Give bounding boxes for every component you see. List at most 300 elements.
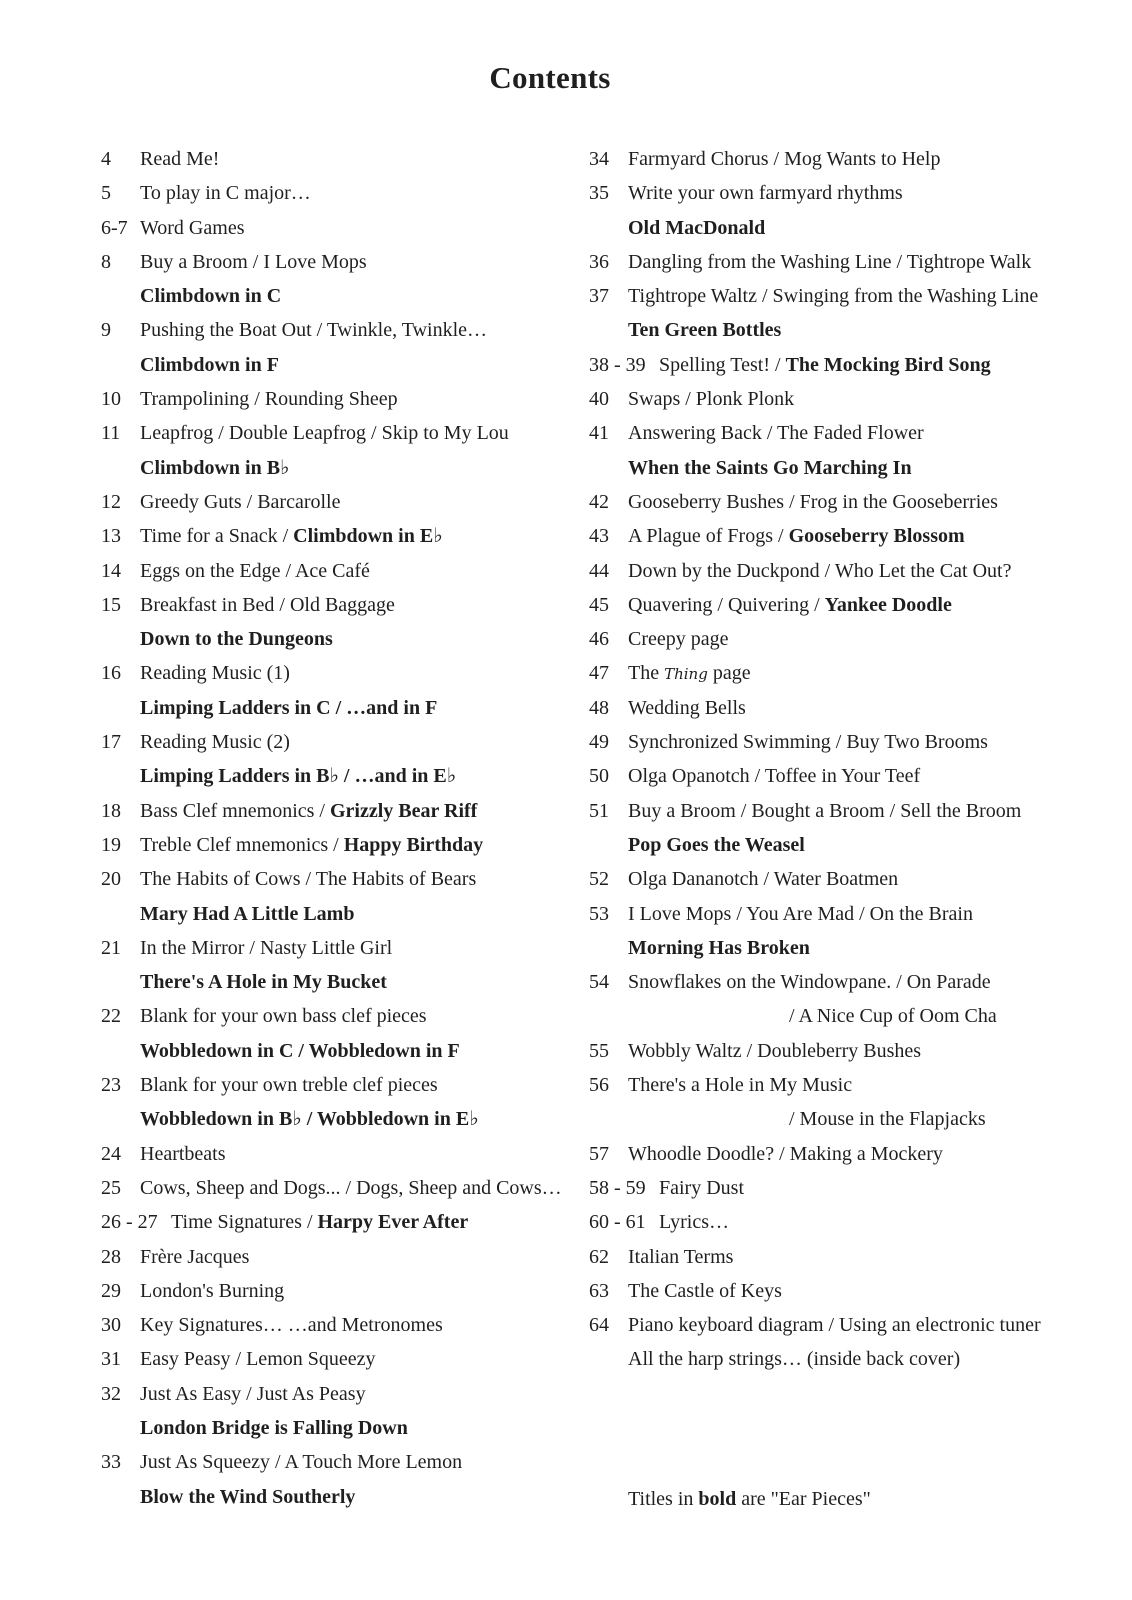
bold-ear-piece-title: Ten Green Bottles bbox=[628, 319, 782, 342]
page-number: 56 bbox=[589, 1074, 609, 1097]
entry-title bbox=[140, 1445, 462, 1479]
page-number: 25 bbox=[101, 1176, 121, 1199]
contents-entry bbox=[101, 656, 579, 690]
page-number: 35 bbox=[589, 182, 609, 205]
title-part: Time Signatures / bbox=[171, 1211, 318, 1234]
page-number: 18 bbox=[101, 799, 121, 822]
entry-title bbox=[140, 348, 279, 382]
contents-entry bbox=[101, 211, 579, 245]
title-part: Time for a Snack / bbox=[140, 525, 294, 548]
contents-entry bbox=[589, 759, 1119, 793]
bold-ear-piece-title: Gooseberry Blossom bbox=[788, 525, 965, 548]
contents-entry bbox=[589, 1308, 1119, 1342]
entry-title bbox=[140, 554, 370, 588]
contents-entry bbox=[101, 1411, 579, 1445]
entry-title bbox=[628, 554, 1011, 588]
page-number: 53 bbox=[589, 902, 609, 925]
entry-title bbox=[140, 588, 395, 622]
entry-title bbox=[628, 279, 1038, 313]
note-suffix: are "Ear Pieces" bbox=[736, 1488, 871, 1510]
contents-entry bbox=[589, 965, 1119, 999]
entry-title bbox=[140, 999, 427, 1033]
bold-ear-piece-title: Climbdown in F bbox=[140, 353, 279, 376]
entry-title bbox=[628, 1342, 960, 1376]
bold-ear-piece-title: Limping Ladders in B♭ / …and in E♭ bbox=[140, 765, 457, 788]
page-number: 28 bbox=[101, 1245, 121, 1268]
entry-title bbox=[659, 348, 991, 382]
title-part: Eggs on the Edge / Ace Café bbox=[140, 559, 370, 582]
entry-title bbox=[140, 1308, 443, 1342]
entry-title bbox=[628, 142, 940, 176]
contents-entry bbox=[589, 862, 1119, 896]
page-number: 40 bbox=[589, 388, 609, 411]
entry-title bbox=[140, 245, 367, 279]
entry-title bbox=[628, 313, 781, 347]
bold-ear-piece-title: Wobbledown in B♭ / Wobbledown in E♭ bbox=[140, 1108, 479, 1131]
title-part: Whoodle Doodle? / Making a Mockery bbox=[628, 1142, 943, 1165]
contents-left-column bbox=[101, 142, 579, 1514]
contents-entry bbox=[589, 1137, 1119, 1171]
title-part: Quavering / Quivering / bbox=[628, 593, 825, 616]
page-number: 60 - 61 bbox=[589, 1211, 646, 1234]
bold-ear-piece-title: Climbdown in E♭ bbox=[293, 525, 443, 548]
contents-entry bbox=[101, 554, 579, 588]
entry-title bbox=[140, 965, 387, 999]
entry-title bbox=[628, 622, 729, 656]
title-part: page bbox=[707, 662, 751, 685]
title-part: Fairy Dust bbox=[659, 1176, 744, 1199]
title-part: The Castle of Keys bbox=[628, 1279, 782, 1302]
page-number: 43 bbox=[589, 525, 609, 548]
entry-title bbox=[171, 1205, 468, 1239]
entry-title bbox=[628, 451, 912, 485]
page-number: 20 bbox=[101, 868, 121, 891]
page-number: 62 bbox=[589, 1245, 609, 1268]
entry-title bbox=[140, 176, 311, 210]
page-number: 44 bbox=[589, 559, 609, 582]
page-number: 36 bbox=[589, 250, 609, 273]
entry-title bbox=[140, 1480, 355, 1514]
contents-entry bbox=[589, 176, 1119, 210]
bold-ear-piece-title: Grizzly Bear Riff bbox=[329, 799, 478, 822]
contents-entry bbox=[101, 176, 579, 210]
page-number: 54 bbox=[589, 971, 609, 994]
bold-ear-piece-title: Morning Has Broken bbox=[628, 936, 810, 959]
entry-title bbox=[628, 931, 810, 965]
title-part: The bbox=[628, 662, 665, 685]
page-number: 46 bbox=[589, 628, 609, 651]
entry-title bbox=[140, 828, 483, 862]
entry-title bbox=[659, 1205, 729, 1239]
page-number: 9 bbox=[101, 319, 111, 342]
entry-title bbox=[628, 1137, 943, 1171]
page-number: 21 bbox=[101, 936, 121, 959]
page-number: 32 bbox=[101, 1382, 121, 1405]
title-part: Snowflakes on the Windowpane. / On Parade bbox=[628, 971, 991, 994]
title-part: Easy Peasy / Lemon Squeezy bbox=[140, 1348, 376, 1371]
title-part: Italian Terms bbox=[628, 1245, 734, 1268]
contents-entry bbox=[589, 1342, 1119, 1376]
page-number: 50 bbox=[589, 765, 609, 788]
title-part: Blank for your own bass clef pieces bbox=[140, 1005, 427, 1028]
contents-entry bbox=[101, 1377, 579, 1411]
bold-ear-piece-title: Wobbledown in C / Wobbledown in F bbox=[140, 1039, 460, 1062]
entry-title bbox=[140, 1171, 562, 1205]
title-part: Reading Music (1) bbox=[140, 662, 290, 685]
contents-entry bbox=[101, 1480, 579, 1514]
entry-title bbox=[628, 1240, 733, 1274]
page-number: 51 bbox=[589, 799, 609, 822]
contents-entry bbox=[101, 622, 579, 656]
page-number: 12 bbox=[101, 490, 121, 513]
entry-title bbox=[628, 828, 805, 862]
page-number: 14 bbox=[101, 559, 121, 582]
entry-title bbox=[140, 759, 456, 793]
contents-entry bbox=[589, 828, 1119, 862]
contents-entry bbox=[589, 313, 1119, 347]
title-part: Read Me! bbox=[140, 148, 220, 170]
entry-title bbox=[140, 485, 340, 519]
page-number: 55 bbox=[589, 1039, 609, 1062]
contents-entry bbox=[589, 348, 1119, 382]
bold-ear-piece-title: Mary Had A Little Lamb bbox=[140, 902, 355, 925]
entry-title bbox=[140, 313, 487, 347]
contents-entry bbox=[589, 1034, 1119, 1068]
contents-entry bbox=[101, 691, 579, 725]
contents-entry bbox=[589, 485, 1119, 519]
entry-title bbox=[140, 211, 244, 245]
contents-entry bbox=[101, 1171, 579, 1205]
entry-title bbox=[140, 1102, 479, 1136]
contents-entry bbox=[101, 382, 579, 416]
title-part: Tightrope Waltz / Swinging from the Washing Line bbox=[628, 285, 1039, 308]
page-number: 31 bbox=[101, 1348, 121, 1371]
contents-entry bbox=[589, 451, 1119, 485]
bold-ear-piece-title: The Mocking Bird Song bbox=[785, 353, 991, 376]
contents-entry bbox=[101, 999, 579, 1033]
page-number: 58 - 59 bbox=[589, 1176, 646, 1199]
page-number: 24 bbox=[101, 1142, 121, 1165]
contents-entry bbox=[101, 1445, 579, 1479]
contents-entry bbox=[589, 588, 1119, 622]
page-number: 4 bbox=[101, 148, 111, 170]
entry-title bbox=[140, 691, 437, 725]
contents-entry bbox=[101, 794, 579, 828]
title-part: Pushing the Boat Out / Twinkle, Twinkle… bbox=[140, 319, 488, 342]
page-number: 19 bbox=[101, 833, 121, 856]
bold-legend-note bbox=[628, 1488, 871, 1511]
title-part: Gooseberry Bushes / Frog in the Gooseberries bbox=[628, 490, 998, 513]
contents-right-column bbox=[589, 142, 1119, 1377]
entry-title bbox=[628, 416, 924, 450]
bold-ear-piece-title: Pop Goes the Weasel bbox=[628, 833, 805, 856]
contents-entry bbox=[589, 1205, 1119, 1239]
contents-entry bbox=[101, 965, 579, 999]
title-part: Down by the Duckpond / Who Let the Cat Out? bbox=[628, 559, 1012, 582]
page-number: 15 bbox=[101, 593, 121, 616]
title-part: Olga Opanotch / Toffee in Your Teef bbox=[628, 765, 921, 788]
contents-entry bbox=[101, 451, 579, 485]
entry-title bbox=[628, 656, 751, 691]
entry-title bbox=[140, 622, 333, 656]
title-part: Reading Music (2) bbox=[140, 731, 290, 754]
contents-entry bbox=[101, 897, 579, 931]
title-part: Lyrics… bbox=[659, 1211, 729, 1234]
contents-entry bbox=[101, 1205, 579, 1239]
title-part: Write your own farmyard rhythms bbox=[628, 182, 903, 205]
entry-title bbox=[140, 1342, 376, 1376]
contents-entry bbox=[589, 554, 1119, 588]
page-number: 33 bbox=[101, 1451, 121, 1474]
page-number: 22 bbox=[101, 1005, 121, 1028]
entry-title bbox=[140, 519, 443, 553]
page-number: 45 bbox=[589, 593, 609, 616]
entry-title bbox=[140, 279, 281, 313]
bold-ear-piece-title: Blow the Wind Southerly bbox=[140, 1485, 356, 1508]
entry-title bbox=[140, 416, 509, 450]
note-bold-word: bold bbox=[698, 1488, 737, 1510]
entry-title bbox=[628, 759, 920, 793]
contents-entry bbox=[101, 725, 579, 759]
contents-entry bbox=[101, 279, 579, 313]
title-part: Just As Squeezy / A Touch More Lemon bbox=[140, 1451, 463, 1474]
title-part: Farmyard Chorus / Mog Wants to Help bbox=[628, 148, 941, 170]
entry-title bbox=[628, 176, 903, 210]
page-number: 38 - 39 bbox=[589, 353, 646, 376]
title-part: Treble Clef mnemonics / bbox=[140, 833, 344, 856]
contents-entry bbox=[101, 1137, 579, 1171]
contents-entry bbox=[101, 348, 579, 382]
contents-entry bbox=[101, 1068, 579, 1102]
page-number: 63 bbox=[589, 1279, 609, 1302]
title-part: Trampolining / Rounding Sheep bbox=[140, 388, 398, 411]
title-part: Spelling Test! / bbox=[659, 353, 786, 376]
contents-entry bbox=[589, 1068, 1119, 1102]
contents-entry bbox=[101, 416, 579, 450]
contents-entry bbox=[101, 828, 579, 862]
title-part: Answering Back / The Faded Flower bbox=[628, 422, 924, 445]
bold-ear-piece-title: London Bridge is Falling Down bbox=[140, 1416, 408, 1439]
entry-title bbox=[628, 862, 898, 896]
entry-title bbox=[628, 382, 794, 416]
contents-entry bbox=[101, 245, 579, 279]
title-part: Wedding Bells bbox=[628, 696, 746, 719]
title-part: Blank for your own treble clef pieces bbox=[140, 1074, 438, 1097]
entry-title bbox=[628, 1034, 921, 1068]
entry-title bbox=[628, 794, 1021, 828]
bold-ear-piece-title: Yankee Doodle bbox=[824, 593, 952, 616]
page-number: 11 bbox=[101, 422, 121, 445]
page-number: 5 bbox=[101, 182, 111, 205]
page-number: 47 bbox=[589, 662, 609, 685]
note-prefix: Titles in bbox=[628, 1488, 699, 1510]
contents-entry bbox=[101, 931, 579, 965]
page-number: 52 bbox=[589, 868, 609, 891]
page-number: 10 bbox=[101, 388, 121, 411]
title-part: Just As Easy / Just As Peasy bbox=[140, 1382, 366, 1405]
entry-title bbox=[140, 862, 476, 896]
page-number: 26 - 27 bbox=[101, 1211, 158, 1234]
title-part: Thing bbox=[664, 665, 708, 684]
contents-entry bbox=[101, 142, 579, 176]
entry-title bbox=[659, 1171, 744, 1205]
page-number: 29 bbox=[101, 1279, 121, 1302]
entry-title bbox=[140, 1034, 460, 1068]
title-part: Creepy page bbox=[628, 628, 729, 651]
entry-title bbox=[140, 794, 477, 828]
entry-title bbox=[628, 519, 965, 553]
contents-entry bbox=[101, 1102, 579, 1136]
entry-title bbox=[789, 999, 997, 1033]
entry-title bbox=[140, 142, 219, 176]
bold-ear-piece-title: There's A Hole in My Bucket bbox=[140, 971, 387, 994]
title-part: Greedy Guts / Barcarolle bbox=[140, 490, 341, 513]
contents-entry bbox=[589, 279, 1119, 313]
page-number: 17 bbox=[101, 731, 121, 754]
page-number: 42 bbox=[589, 490, 609, 513]
contents-entry bbox=[589, 519, 1119, 553]
entry-title bbox=[140, 725, 290, 759]
contents-entry bbox=[589, 416, 1119, 450]
entry-title bbox=[140, 931, 392, 965]
entry-title bbox=[140, 897, 354, 931]
contents-entry bbox=[589, 691, 1119, 725]
contents-entry bbox=[589, 725, 1119, 759]
bold-ear-piece-title: Happy Birthday bbox=[343, 833, 484, 856]
title-part: Dangling from the Washing Line / Tightrope Walk bbox=[628, 250, 1032, 273]
entry-title bbox=[628, 485, 998, 519]
contents-entry bbox=[101, 1034, 579, 1068]
contents-entry bbox=[589, 1240, 1119, 1274]
contents-entry bbox=[101, 862, 579, 896]
entry-title bbox=[628, 691, 746, 725]
title-part: Wobbly Waltz / Doubleberry Bushes bbox=[628, 1039, 922, 1062]
contents-entry bbox=[101, 519, 579, 553]
contents-entry bbox=[589, 1274, 1119, 1308]
page-number: 34 bbox=[589, 148, 609, 170]
bold-ear-piece-title: Old MacDonald bbox=[628, 216, 766, 239]
title-part: Cows, Sheep and Dogs... / Dogs, Sheep and Cows… bbox=[140, 1176, 562, 1199]
title-part: Buy a Broom / Bought a Broom / Sell the Broom bbox=[628, 799, 1022, 822]
entry-title bbox=[789, 1102, 986, 1136]
title-part: Olga Dananotch / Water Boatmen bbox=[628, 868, 899, 891]
page-number: 37 bbox=[589, 285, 609, 308]
title-part: Buy a Broom / I Love Mops bbox=[140, 250, 367, 273]
contents-entry bbox=[589, 245, 1119, 279]
title-part: The Habits of Cows / The Habits of Bears bbox=[140, 868, 477, 891]
contents-entry bbox=[589, 1171, 1119, 1205]
page-number: 6-7 bbox=[101, 216, 128, 239]
page-title: Contents bbox=[489, 60, 611, 95]
entry-title bbox=[628, 588, 952, 622]
page-number: 49 bbox=[589, 731, 609, 754]
entry-title bbox=[140, 1137, 226, 1171]
entry-title bbox=[628, 245, 1031, 279]
entry-title bbox=[628, 1308, 1041, 1342]
entry-title bbox=[140, 1068, 438, 1102]
entry-title bbox=[628, 1274, 782, 1308]
title-part: Bass Clef mnemonics / bbox=[140, 799, 330, 822]
contents-entry bbox=[589, 382, 1119, 416]
entry-title bbox=[140, 1274, 284, 1308]
entry-title bbox=[628, 897, 973, 931]
title-part: Piano keyboard diagram / Using an electronic tuner bbox=[628, 1314, 1041, 1337]
contents-entry bbox=[589, 999, 1119, 1033]
title-part: All the harp strings… (inside back cover) bbox=[628, 1348, 961, 1371]
page-number: 30 bbox=[101, 1314, 121, 1337]
contents-entry bbox=[101, 1308, 579, 1342]
title-part: To play in C major… bbox=[140, 182, 311, 205]
title-part: Breakfast in Bed / Old Baggage bbox=[140, 593, 395, 616]
contents-entry bbox=[101, 588, 579, 622]
bold-ear-piece-title: Climbdown in C bbox=[140, 285, 282, 308]
title-part: / Mouse in the Flapjacks bbox=[789, 1108, 986, 1131]
page-number: 48 bbox=[589, 696, 609, 719]
title-part: / A Nice Cup of Oom Cha bbox=[789, 1005, 997, 1028]
title-part: Word Games bbox=[140, 216, 245, 239]
title-part: I Love Mops / You Are Mad / On the Brain bbox=[628, 902, 973, 925]
bold-ear-piece-title: Down to the Dungeons bbox=[140, 628, 333, 651]
title-part: London's Burning bbox=[140, 1279, 285, 1302]
entry-title bbox=[140, 382, 398, 416]
entry-title bbox=[628, 1068, 852, 1102]
contents-entry bbox=[589, 142, 1119, 176]
entry-title bbox=[140, 1411, 408, 1445]
contents-entry bbox=[101, 1342, 579, 1376]
page-number: 23 bbox=[101, 1074, 121, 1097]
bold-ear-piece-title: Limping Ladders in C / …and in F bbox=[140, 696, 438, 719]
contents-entry bbox=[589, 656, 1119, 690]
contents-entry bbox=[101, 1274, 579, 1308]
title-part: A Plague of Frogs / bbox=[628, 525, 789, 548]
page-number: 16 bbox=[101, 662, 121, 685]
page-number: 57 bbox=[589, 1142, 609, 1165]
page-number: 64 bbox=[589, 1314, 609, 1337]
entry-title bbox=[628, 725, 988, 759]
title-part: Swaps / Plonk Plonk bbox=[628, 388, 795, 411]
contents-entry bbox=[101, 485, 579, 519]
entry-title bbox=[140, 1377, 366, 1411]
title-part: Frère Jacques bbox=[140, 1245, 250, 1268]
bold-ear-piece-title: Harpy Ever After bbox=[317, 1211, 469, 1234]
title-part: In the Mirror / Nasty Little Girl bbox=[140, 936, 393, 959]
title-part: There's a Hole in My Music bbox=[628, 1074, 853, 1097]
page-number: 13 bbox=[101, 525, 121, 548]
title-part: Key Signatures… …and Metronomes bbox=[140, 1314, 443, 1337]
bold-ear-piece-title: When the Saints Go Marching In bbox=[628, 456, 912, 479]
contents-entry bbox=[589, 931, 1119, 965]
title-part: Leapfrog / Double Leapfrog / Skip to My Lou bbox=[140, 422, 509, 445]
bold-ear-piece-title: Climbdown in B♭ bbox=[140, 456, 290, 479]
title-part: Heartbeats bbox=[140, 1142, 226, 1165]
contents-entry bbox=[589, 897, 1119, 931]
contents-entry bbox=[101, 1240, 579, 1274]
contents-entry bbox=[589, 1102, 1119, 1136]
contents-entry bbox=[589, 794, 1119, 828]
page-number: 8 bbox=[101, 250, 111, 273]
entry-title bbox=[140, 451, 289, 485]
entry-title bbox=[140, 656, 290, 690]
title-part: Synchronized Swimming / Buy Two Brooms bbox=[628, 731, 988, 754]
entry-title bbox=[140, 1240, 249, 1274]
entry-title bbox=[628, 211, 765, 245]
contents-entry bbox=[589, 622, 1119, 656]
entry-title bbox=[628, 965, 991, 999]
contents-entry bbox=[589, 211, 1119, 245]
contents-entry bbox=[101, 759, 579, 793]
contents-entry bbox=[101, 313, 579, 347]
page-number: 41 bbox=[589, 422, 609, 445]
